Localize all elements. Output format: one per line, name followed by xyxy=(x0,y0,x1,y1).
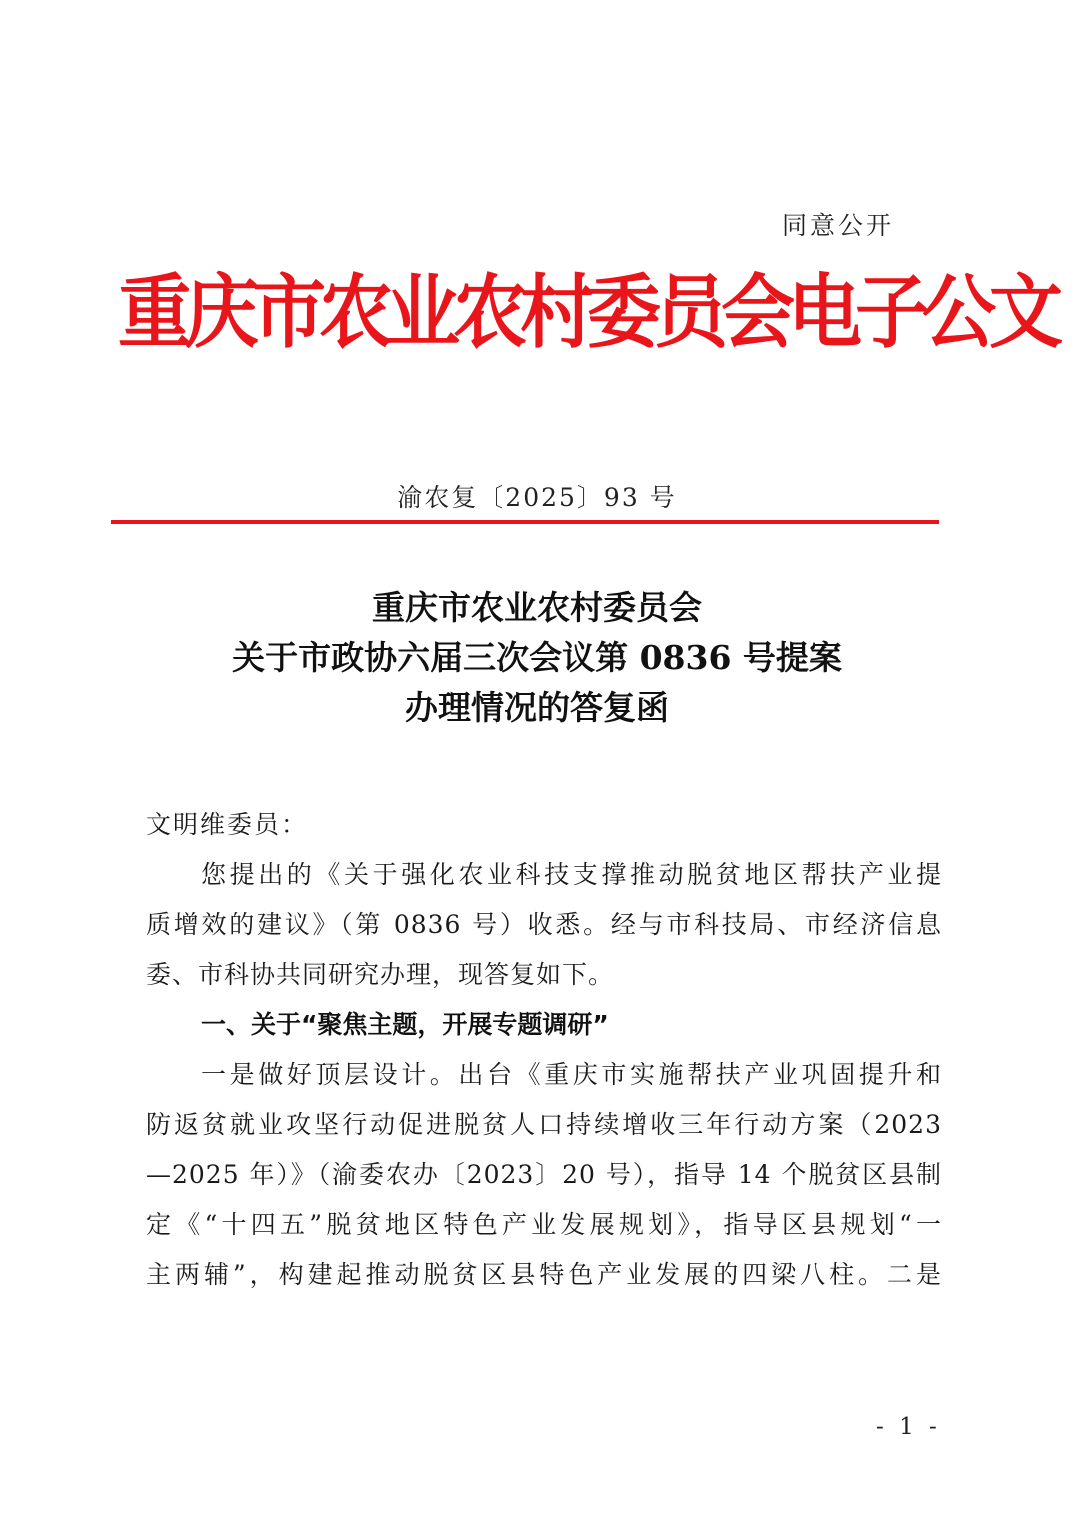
paragraph-line: 主两辅”，构建起推动脱贫区县特色产业发展的四梁八柱。二是 xyxy=(146,1260,942,1289)
paragraph-line: —2025 年）》（渝委农办〔2023〕20 号），指导 14 个脱贫区县制 xyxy=(146,1160,942,1189)
paragraph-line: 定《“十四五”脱贫地区特色产业发展规划》，指导区县规划“一 xyxy=(146,1210,942,1239)
intro-paragraph xyxy=(146,850,942,1000)
title-line-3: 办理情况的答复函 xyxy=(405,688,669,727)
issuer-red-header: 重庆市农业农村委员会电子公文 xyxy=(118,266,1056,360)
paragraph-line: 防返贫就业攻坚行动促进脱贫人口持续增收三年行动方案（2023 xyxy=(146,1110,942,1139)
red-divider-line xyxy=(111,520,939,524)
section-1-paragraph xyxy=(146,1050,942,1300)
document-title xyxy=(0,583,1074,733)
paragraph-line: 委、市科协共同研究办理，现答复如下。 xyxy=(146,960,615,989)
paragraph-line: 您提出的《关于强化农业科技支撑推动脱贫地区帮扶产业提 xyxy=(201,860,942,889)
paragraph-line: 一是做好顶层设计。出台《重庆市实施帮扶产业巩固提升和 xyxy=(201,1060,942,1089)
letter-body xyxy=(146,800,942,1300)
page-number: - 1 - xyxy=(876,1414,941,1440)
public-disclosure-mark: 同意公开 xyxy=(782,211,895,240)
title-line-2: 关于市政协六届三次会议第 0836 号提案 xyxy=(232,638,842,677)
salutation: 文明维委员： xyxy=(146,810,309,839)
section-heading-1: 一、关于“聚焦主题，开展专题调研” xyxy=(201,1010,609,1039)
title-line-1: 重庆市农业农村委员会 xyxy=(372,588,702,627)
paragraph-line: 质增效的建议》（第 0836 号）收悉。经与市科技局、市经济信息 xyxy=(146,910,942,939)
document-number: 渝农复〔2025〕93 号 xyxy=(397,483,677,512)
